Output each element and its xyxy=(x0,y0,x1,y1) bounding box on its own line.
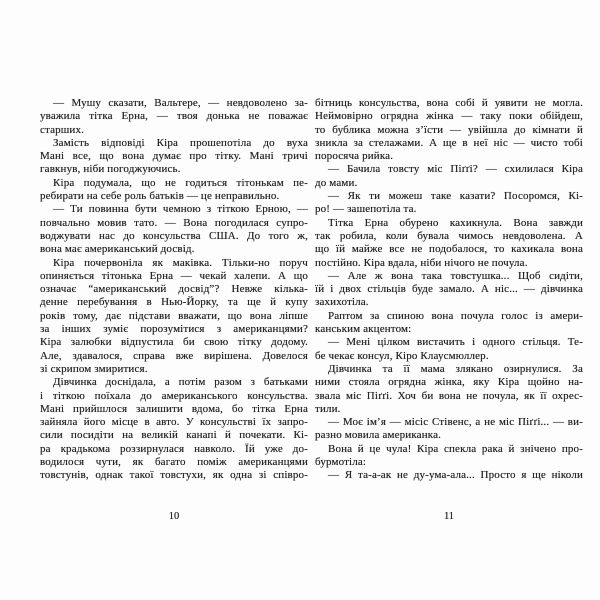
text-line: — Мені цілком вистачить і одного стільця. Те- xyxy=(328,336,583,349)
text-line: тили. xyxy=(315,402,341,415)
text-line: Кіра подумала, що не годиться тітонькам пе- xyxy=(53,176,308,189)
text-line: зі скрипом змиритися. xyxy=(40,362,148,375)
text-line: бітниць консульства, вона собі й уявити не могла. xyxy=(315,97,583,109)
text-line: за інших зуміє порозумітися з американцями? xyxy=(40,323,308,336)
text-line: поросяча рийка. xyxy=(315,150,394,163)
text-line: Кіра почервоніла як маківка. Тільки-но поруч xyxy=(53,256,308,269)
text-line: Замість відповіді Кіра прошепотіла до вуха xyxy=(53,136,308,149)
text-line: що їй майже все не подобалося, то кахикала вона xyxy=(315,243,583,256)
text-line: канським акцентом: xyxy=(315,323,412,336)
text-line: сили посидіти на великій канапі й почекати. Кі- xyxy=(40,429,308,442)
text-line: Мані прийшлося залишити вдома, бо тітка Ерна xyxy=(40,402,308,415)
text-line: то бублика можна з’їсти — увійшла до кімнати й xyxy=(315,123,583,136)
page-left-text xyxy=(40,97,308,483)
text-line: Раптом за спиною вона почула голос із амери- xyxy=(328,309,583,322)
text-line: денне перебування в Нью-Йорку, та ще й купу xyxy=(40,296,308,309)
text-line: воджувати нас до консульства США. До того ж, xyxy=(40,229,308,242)
text-line: їй і двох стільців буде замало. А ніс... — дівчинка xyxy=(315,283,583,296)
text-line: зайняла його місце в авто. У консульстві їх запро- xyxy=(40,416,308,429)
text-line: — Але ж вона така товстушка... Щоб сидіти, xyxy=(328,269,583,282)
text-line: водилося чути, як багато поміж американцями xyxy=(40,456,308,469)
text-line: товстунів, однак такої товстухи, як одна зі співро- xyxy=(40,469,308,482)
text-line: бурмотіла: xyxy=(315,456,367,469)
text-line: — Ти повинна бути чемною з тіткою Ерною, — xyxy=(53,203,308,216)
text-line: Кіра залюбки відпустила би свою тітку додому. xyxy=(40,336,308,349)
text-line: Дівчинка доснідала, а потім разом з батьками xyxy=(53,376,308,389)
text-line: — Як ти можеш таке казати? Посоромся, Кі- xyxy=(328,190,583,203)
text-line: гавкнув, ніби погоджуючись. xyxy=(40,163,181,176)
text-line: Тітка Ерна обурено кахикнула. Вона завжди xyxy=(328,216,583,229)
text-line: — Мушу сказати, Вальтере, — невдоволено за- xyxy=(53,97,308,109)
page-left xyxy=(40,0,308,600)
page-right xyxy=(315,0,583,600)
text-line: разно мовила американка. xyxy=(315,429,441,442)
text-line: до мами. xyxy=(315,176,358,189)
page-left-number: 10 xyxy=(168,511,180,522)
text-line: постійно. Кіра вдала, ніби нічого не почула. xyxy=(315,256,528,269)
text-line: так робила, коли бувала чимось невдоволена. А xyxy=(315,229,583,242)
text-line: — Бачила товсту міс Піґґі? — схилилася Кіра xyxy=(328,163,583,176)
text-line: звала міс Піґґі. Хоч би вона не почула, як її охрес- xyxy=(315,389,583,402)
page-right-number: 11 xyxy=(443,511,455,522)
text-line: і тіткою поїхала до американського консульства. xyxy=(40,389,308,402)
text-line: захихотіла. xyxy=(315,296,369,309)
text-line: вона має американський досвід. xyxy=(40,243,195,256)
text-line: повчально мовив тато. — Вона погодилася супро- xyxy=(40,216,308,229)
text-line: бе чекає консул, Кіро Клаусмюллер. xyxy=(315,349,489,362)
text-line: Вона й це чула! Кіра спекла рака й знічено про- xyxy=(328,442,583,455)
text-line: — Я та-а-ак не ду-ума-ала... Просто я ще ніколи xyxy=(328,469,583,482)
text-line: ро! — зашепотіла та. xyxy=(315,203,417,216)
text-line: ними стояла огрядна жінка, яку Кіра щойно на- xyxy=(315,376,583,389)
page-right-text xyxy=(315,97,583,483)
text-line: Неймовірно огрядна жінка — таку поки обійдеш, xyxy=(315,110,583,123)
text-line: означає “американський досвід”? Невже кілька- xyxy=(40,283,308,296)
text-line: Дівчинка та її мама злякано озирнулися. За xyxy=(328,362,583,375)
text-line: — Моє ім’я — місіс Стівенс, а не міс Піґґі... — ви- xyxy=(328,416,583,429)
text-line: уважила тітка Ерна, — твоя донька не поважає xyxy=(40,110,308,123)
text-line: зникла за стелажами. А ще в неї ніс — чисто тобі xyxy=(315,136,583,149)
text-line: років тому, дає підстави вважати, що вона ліпше xyxy=(40,309,308,322)
text-line: Мані все, що вона думає про тітку. Мані тричі xyxy=(40,150,308,163)
text-line: ребирати на себе роль батьків — це неправильно. xyxy=(40,190,280,203)
text-line: опиняється тітонька Ерна — чекай халепи. А що xyxy=(40,269,308,282)
text-line: старших. xyxy=(40,123,85,136)
text-line: ра крадькома роззирнулася навколо. Їй уже до- xyxy=(40,442,308,455)
text-line: Але, здавалося, справа вже вирішена. Довелося xyxy=(40,349,308,362)
